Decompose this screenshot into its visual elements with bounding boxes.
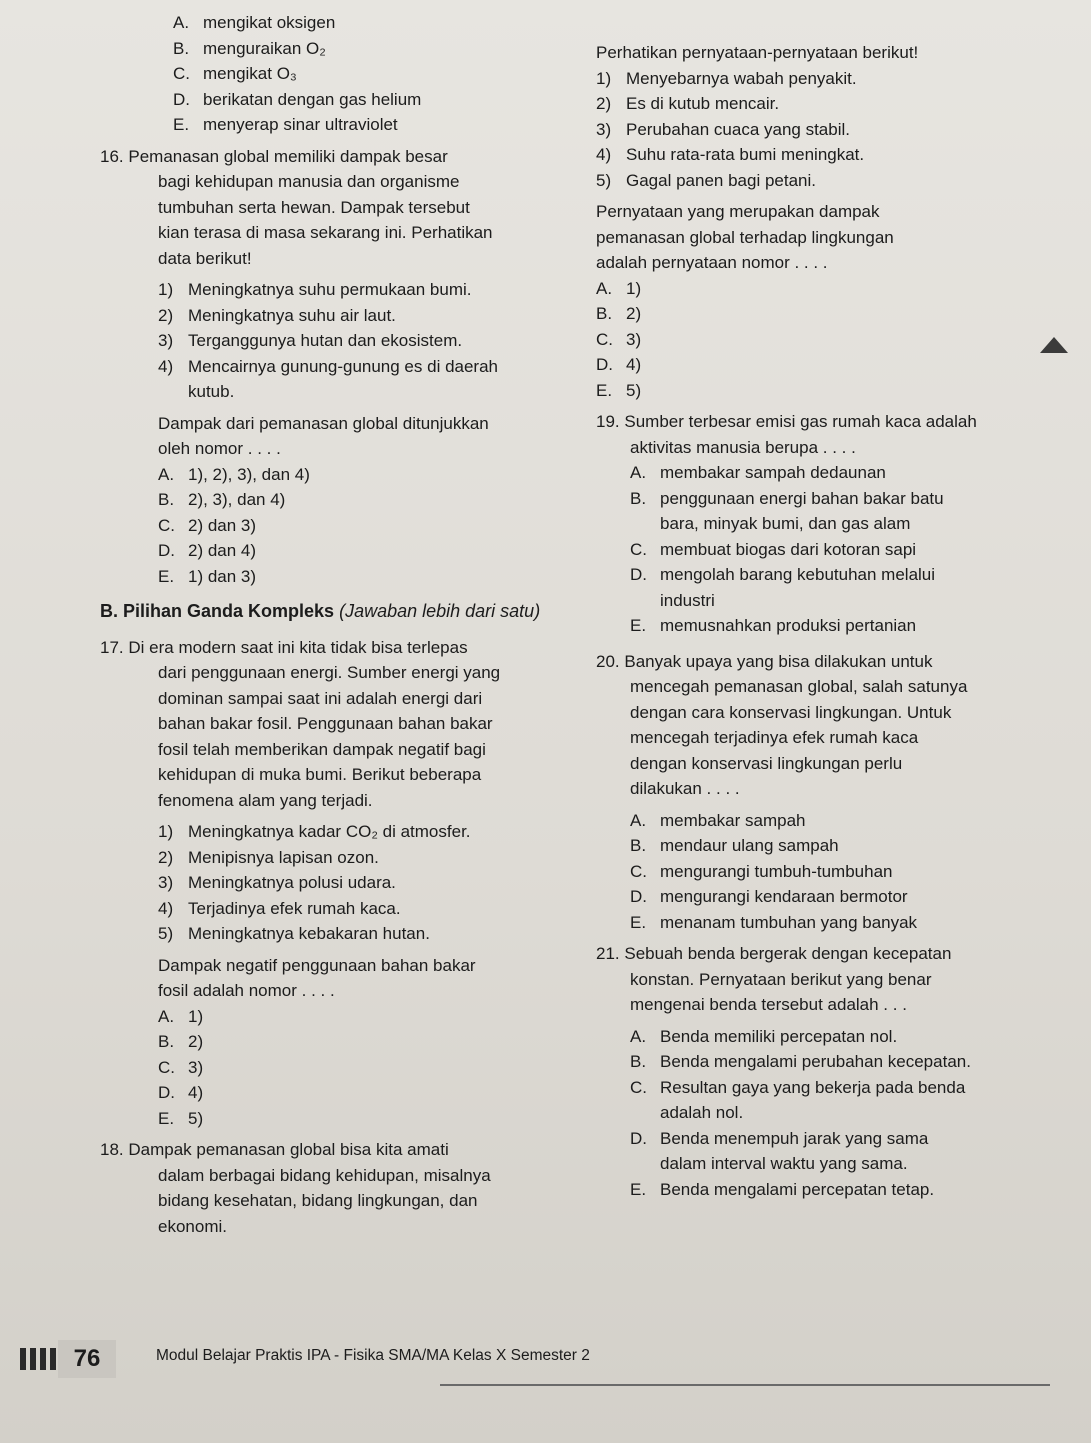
list-item: 1) Meningkatnya kadar CO₂ di atmosfer.: [158, 822, 471, 841]
q21-line: konstan. Pernyataan berikut yang benar: [630, 969, 932, 989]
q20-option-a: A. membakar sampah: [630, 810, 806, 830]
q21-option-c: C. Resultan gaya yang bekerja pada benda: [630, 1077, 966, 1097]
list-item: 1) Meningkatnya suhu permukaan bumi.: [158, 280, 472, 299]
q18-ask-1: Pernyataan yang merupakan dampak: [596, 202, 880, 221]
q20-options: [596, 808, 1051, 936]
q18-intro: Perhatikan pernyataan-pernyataan berikut!: [596, 43, 919, 62]
q19-option-a: A. membakar sampah dedaunan: [630, 463, 886, 482]
q21-option-b: B. Benda mengalami perubahan kecepatan.: [630, 1052, 971, 1071]
question-16: [100, 144, 580, 590]
q19-option-c: C. membuat biogas dari kotoran sapi: [630, 539, 917, 559]
q16-ask-2: oleh nomor . . . .: [158, 439, 281, 458]
q21-line-1: 21. Sebuah benda bergerak dengan kecepatan: [596, 944, 952, 963]
q21-option-c-cont: adalah nol.: [660, 1103, 744, 1122]
q20-option-e: E. menanam tumbuhan yang banyak: [630, 912, 918, 932]
list-item: 5) Gagal panen bagi petani.: [596, 170, 816, 190]
q17-line: fosil telah memberikan dampak negatif bagi: [158, 739, 486, 759]
q16-option-b: B. 2), 3), dan 4): [158, 490, 286, 509]
q18-line: bidang kesehatan, bidang lingkungan, dan: [158, 1191, 478, 1210]
q20-option-c: C. mengurangi tumbuh-tumbuhan: [630, 861, 893, 881]
list-item: 1) Menyebarnya wabah penyakit.: [596, 68, 857, 88]
page-footer: [0, 1330, 1091, 1390]
list-item: 4) Mencairnya gunung-gunung es di daerah: [158, 356, 499, 376]
q21-line: mengenai benda tersebut adalah . . .: [630, 995, 907, 1014]
q20-option-b: B. mendaur ulang sampah: [630, 836, 839, 855]
q19-option-d-cont: industri: [660, 590, 715, 610]
q17-option-e: E. 5): [158, 1108, 204, 1128]
q21-option-d-cont: dalam interval waktu yang sama.: [660, 1154, 908, 1173]
q20-line: mencegah pemanasan global, salah satunya: [630, 677, 968, 696]
q17-line-1: 17. Di era modern saat ini kita tidak bisa terlepas: [100, 637, 468, 657]
section-title: B. Pilihan Ganda Kompleks (Jawaban lebih dari satu): [100, 601, 541, 621]
list-item: kutub.: [188, 382, 235, 401]
book-title: Modul Belajar Praktis IPA - Fisika SMA/MA Kelas X Semester 2: [156, 1347, 590, 1364]
left-column: [100, 10, 580, 1239]
q21-option-e: E. Benda mengalami percepatan tetap.: [630, 1179, 935, 1199]
question-19: [596, 409, 1051, 639]
q17-line: dari penggunaan energi. Sumber energi yang: [158, 663, 501, 682]
question-20: [596, 649, 1051, 936]
list-item: 3) Perubahan cuaca yang stabil.: [596, 119, 850, 139]
q16-line-4: kian terasa di masa sekarang ini. Perhatikan: [158, 223, 493, 242]
q18-option-b: B. 2): [596, 304, 642, 323]
footer-divider: [440, 1384, 1050, 1386]
list-item: 4) Suhu rata-rata bumi meningkat.: [596, 145, 865, 164]
q17-line: dominan sampai saat ini adalah energi dari: [158, 688, 483, 708]
q16-option-a: A. 1), 2), 3), dan 4): [158, 464, 310, 484]
q15-option-a: A. mengikat oksigen: [173, 13, 336, 32]
q16-options: [100, 462, 580, 590]
right-column: [596, 40, 1051, 1202]
q17-options: [100, 1004, 580, 1132]
page-number: 76: [58, 1340, 116, 1378]
q20-line-1: 20. Banyak upaya yang bisa dilakukan untuk: [596, 651, 933, 671]
q21-option-a: A. Benda memiliki percepatan nol.: [630, 1026, 898, 1046]
q15-option-e: E. menyerap sinar ultraviolet: [173, 115, 398, 134]
question-18: [100, 1137, 580, 1239]
q18-option-d: D. 4): [596, 355, 642, 374]
q19-option-d: D. mengolah barang kebutuhan melalui: [630, 565, 936, 584]
q19-option-e: E. memusnahkan produksi pertanian: [630, 616, 917, 635]
q17-option-a: A. 1): [158, 1006, 204, 1026]
q17-line: kehidupan di muka bumi. Berikut beberapa: [158, 765, 482, 784]
q17-option-c: C. 3): [158, 1057, 204, 1077]
q17-option-d: D. 4): [158, 1083, 204, 1102]
q21-option-d: D. Benda menempuh jarak yang sama: [630, 1128, 929, 1148]
q17-line: bahan bakar fosil. Penggunaan bahan bakar: [158, 714, 493, 733]
q19-option-b-cont: bara, minyak bumi, dan gas alam: [660, 514, 911, 533]
list-item: 3) Terganggunya hutan dan ekosistem.: [158, 331, 463, 350]
q16-option-c: C. 2) dan 3): [158, 515, 257, 535]
q16-line-1: 16. Pemanasan global memiliki dampak besar: [100, 146, 448, 166]
q17-ask-2: fosil adalah nomor . . . .: [158, 981, 335, 1000]
q16-data-list: [100, 277, 580, 405]
stripe-decoration-icon: [20, 1348, 58, 1370]
q19-options: [596, 460, 1051, 639]
q17-ask-1: Dampak negatif penggunaan bahan bakar: [158, 955, 476, 975]
q18-line: ekonomi.: [158, 1216, 227, 1236]
question-17: [100, 635, 580, 1132]
q16-line-2: bagi kehidupan manusia dan organisme: [158, 172, 460, 191]
triangle-marker-icon: [1040, 337, 1068, 353]
q20-line: dengan konservasi lingkungan perlu: [630, 753, 903, 773]
q16-ask-1: Dampak dari pemanasan global ditunjukkan: [158, 413, 489, 433]
q18-options: [596, 276, 1051, 404]
list-item: 5) Meningkatnya kebakaran hutan.: [158, 924, 430, 943]
q20-line: dengan cara konservasi lingkungan. Untuk: [630, 702, 952, 722]
q18-line: dalam berbagai bidang kehidupan, misalnya: [158, 1165, 491, 1185]
q17-option-b: B. 2): [158, 1032, 204, 1051]
q20-line: mencegah terjadinya efek rumah kaca: [630, 728, 919, 747]
q16-option-d: D. 2) dan 4): [158, 541, 257, 560]
section-b-heading: [100, 599, 580, 625]
q17-line: fenomena alam yang terjadi.: [158, 790, 373, 810]
q20-option-d: D. mengurangi kendaraan bermotor: [630, 887, 908, 906]
q17-data-list: [100, 819, 580, 947]
q16-line-5: data berikut!: [158, 248, 252, 268]
q19-option-b: B. penggunaan energi bahan bakar batu: [630, 488, 944, 508]
list-item: 3) Meningkatnya polusi udara.: [158, 873, 396, 892]
question-18-continued: [596, 40, 1051, 403]
q19-line-2: aktivitas manusia berupa . . . .: [630, 437, 856, 457]
q15-option-d: D. berikatan dengan gas helium: [173, 89, 422, 109]
q15-option-c: C. mengikat O₃: [173, 64, 297, 83]
q15-options: [100, 10, 580, 138]
q19-line-1: 19. Sumber terbesar emisi gas rumah kaca adalah: [596, 412, 977, 431]
q18-option-e: E. 5): [596, 380, 642, 400]
q18-option-a: A. 1): [596, 278, 642, 298]
q15-option-b: B. menguraikan O₂: [173, 38, 326, 58]
q18-ask-3: adalah pernyataan nomor . . . .: [596, 253, 828, 272]
q21-options: [596, 1024, 1051, 1203]
q18-option-c: C. 3): [596, 329, 642, 349]
q18-line-1: 18. Dampak pemanasan global bisa kita amati: [100, 1140, 449, 1159]
question-21: [596, 941, 1051, 1202]
q20-line: dilakukan . . . .: [630, 779, 740, 798]
q16-option-e: E. 1) dan 3): [158, 566, 257, 586]
list-item: 2) Menipisnya lapisan ozon.: [158, 847, 379, 867]
list-item: 2) Meningkatnya suhu air laut.: [158, 305, 396, 325]
q18-ask-2: pemanasan global terhadap lingkungan: [596, 227, 894, 247]
list-item: 4) Terjadinya efek rumah kaca.: [158, 898, 401, 918]
q16-line-3: tumbuhan serta hewan. Dampak tersebut: [158, 197, 470, 217]
list-item: 2) Es di kutub mencair.: [596, 94, 780, 113]
